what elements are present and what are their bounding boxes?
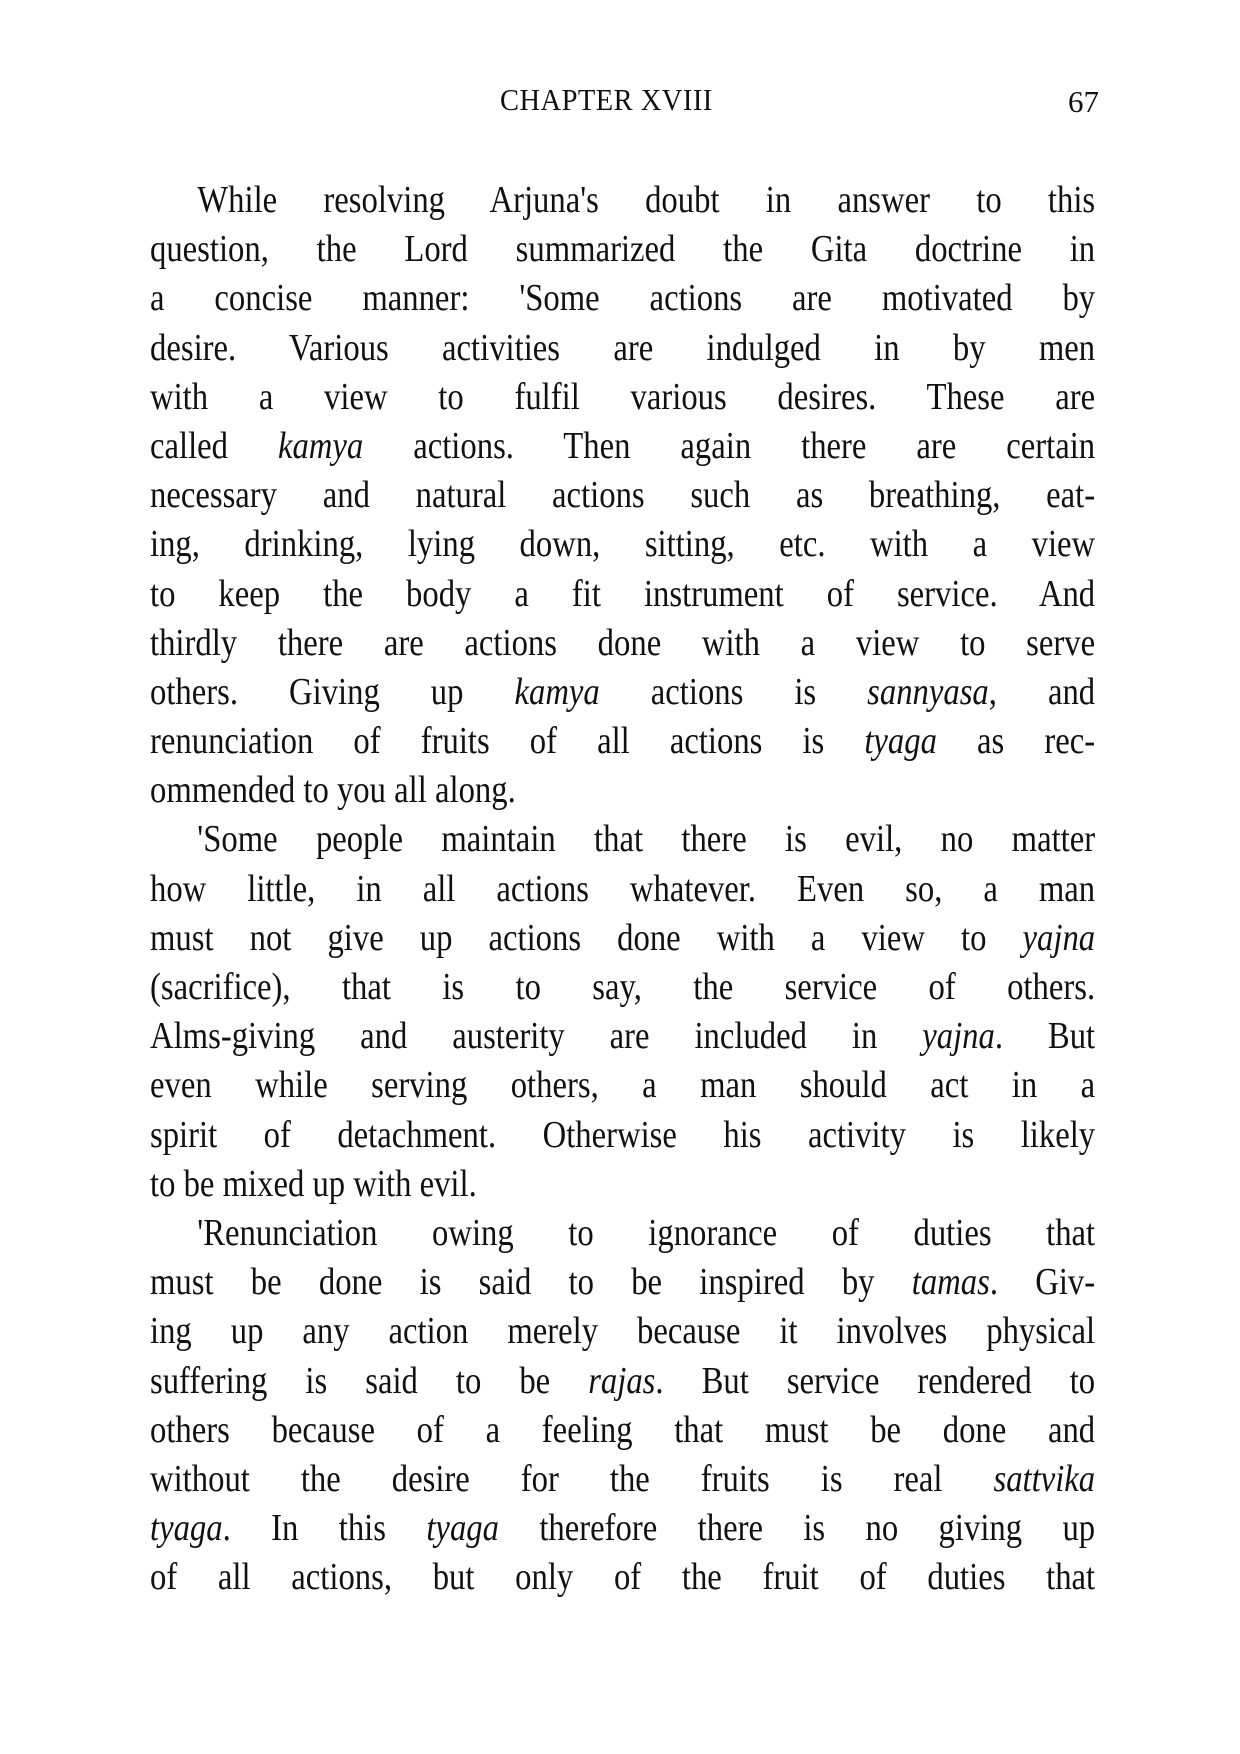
text-line xyxy=(150,176,1095,225)
italic-term: kamya xyxy=(277,424,364,467)
text-run: of all actions, but only of the fruit of duties that xyxy=(150,1556,1096,1599)
text-run: spirit of detachment. Otherwise his activity is likely xyxy=(150,1113,1096,1156)
text-line xyxy=(150,1553,1095,1602)
text-line xyxy=(150,324,1095,373)
text-run: must be done is said to be inspired by xyxy=(150,1261,912,1304)
text-run: suffering is said to be xyxy=(150,1359,589,1402)
text-line xyxy=(150,1061,1095,1110)
italic-term: sannyasa xyxy=(867,670,989,713)
text-run: question, the Lord summarized the Gita doctrine in xyxy=(150,228,1096,271)
text-run: . But service rendered to xyxy=(655,1359,1096,1402)
text-run: to be mixed up with evil. xyxy=(150,1162,477,1205)
text-line xyxy=(150,1504,1095,1553)
text-run: , and xyxy=(988,670,1096,713)
text-run: others. Giving up xyxy=(150,670,515,713)
italic-term: tyaga xyxy=(426,1507,499,1550)
text-run: . In this xyxy=(222,1507,427,1550)
text-run: (sacrifice), that is to say, the service of others. xyxy=(150,966,1096,1008)
italic-term: yajna xyxy=(922,1015,995,1058)
italic-term: sattvika xyxy=(993,1457,1096,1500)
text-run: actions is xyxy=(599,670,868,713)
text-run: 'Some people maintain that there is evil, no matter xyxy=(197,818,1096,861)
italic-term: tamas xyxy=(911,1261,990,1304)
italic-term: tyaga xyxy=(150,1507,223,1550)
text-run: While resolving Arjuna's doubt in answer to this xyxy=(197,179,1096,221)
text-line xyxy=(150,520,1095,569)
text-run: 'Renunciation owing to ignorance of duties that xyxy=(197,1211,1096,1254)
text-line xyxy=(150,619,1095,668)
text-line xyxy=(150,1258,1095,1307)
paragraph xyxy=(150,176,1095,815)
chapter-title: CHAPTER XVIII xyxy=(500,82,713,117)
text-line xyxy=(150,717,1095,766)
text-run: actions. Then again there are certain xyxy=(363,424,1096,467)
text-run: even while serving others, a man should act in a xyxy=(150,1064,1096,1107)
text-run: a concise manner: 'Some actions are motivated by xyxy=(150,277,1096,320)
text-run: . Giv- xyxy=(989,1261,1096,1304)
text-line xyxy=(150,1209,1095,1258)
text-line xyxy=(150,570,1095,619)
text-run: therefore there is no giving up xyxy=(498,1507,1096,1550)
text-run: thirdly there are actions done with a view to serve xyxy=(150,621,1096,664)
text-line xyxy=(150,1455,1095,1504)
text-run: others because of a feeling that must be done and xyxy=(150,1408,1096,1451)
text-line xyxy=(150,274,1095,323)
text-line xyxy=(150,815,1095,864)
text-run: called xyxy=(150,424,278,467)
text-run: with a view to fulfil various desires. These are xyxy=(150,375,1096,418)
italic-term: rajas xyxy=(588,1359,656,1402)
paragraph xyxy=(150,1209,1095,1603)
text-line xyxy=(150,1111,1095,1160)
text-line xyxy=(150,471,1095,520)
text-run: Alms-giving and austerity are included in xyxy=(150,1015,923,1058)
running-head xyxy=(0,82,1240,122)
text-line xyxy=(150,1307,1095,1356)
italic-term: tyaga xyxy=(864,720,937,763)
text-line xyxy=(150,668,1095,717)
text-run: how little, in all actions whatever. Even so, a man xyxy=(150,867,1096,910)
text-line xyxy=(150,963,1095,1012)
text-run: . But xyxy=(994,1015,1096,1058)
text-line xyxy=(150,865,1095,914)
text-run: renunciation of fruits of all actions is xyxy=(150,720,865,763)
text-run: without the desire for the fruits is real xyxy=(150,1457,994,1500)
text-line xyxy=(150,1160,1095,1209)
text-line xyxy=(150,1406,1095,1455)
text-line xyxy=(150,422,1095,471)
text-line xyxy=(150,914,1095,963)
text-run: as rec- xyxy=(936,720,1096,763)
paragraph xyxy=(150,815,1095,1209)
text-run: desire. Various activities are indulged in by men xyxy=(150,326,1096,369)
page-number: 67 xyxy=(1068,84,1099,119)
text-line xyxy=(150,225,1095,274)
text-line xyxy=(150,766,1095,815)
text-run: necessary and natural actions such as breathing, eat- xyxy=(150,474,1096,517)
text-run: ommended to you all along. xyxy=(150,769,516,812)
text-line xyxy=(150,1012,1095,1061)
text-run: must not give up actions done with a view to xyxy=(150,916,1023,959)
italic-term: yajna xyxy=(1022,916,1096,959)
body-text xyxy=(150,176,1095,1602)
text-run: ing, drinking, lying down, sitting, etc. with a view xyxy=(150,523,1096,566)
text-run: to keep the body a fit instrument of service. And xyxy=(150,572,1096,615)
text-line xyxy=(150,1357,1095,1406)
text-line xyxy=(150,373,1095,422)
italic-term: kamya xyxy=(514,670,600,713)
text-run: ing up any action merely because it involves physical xyxy=(150,1310,1096,1353)
